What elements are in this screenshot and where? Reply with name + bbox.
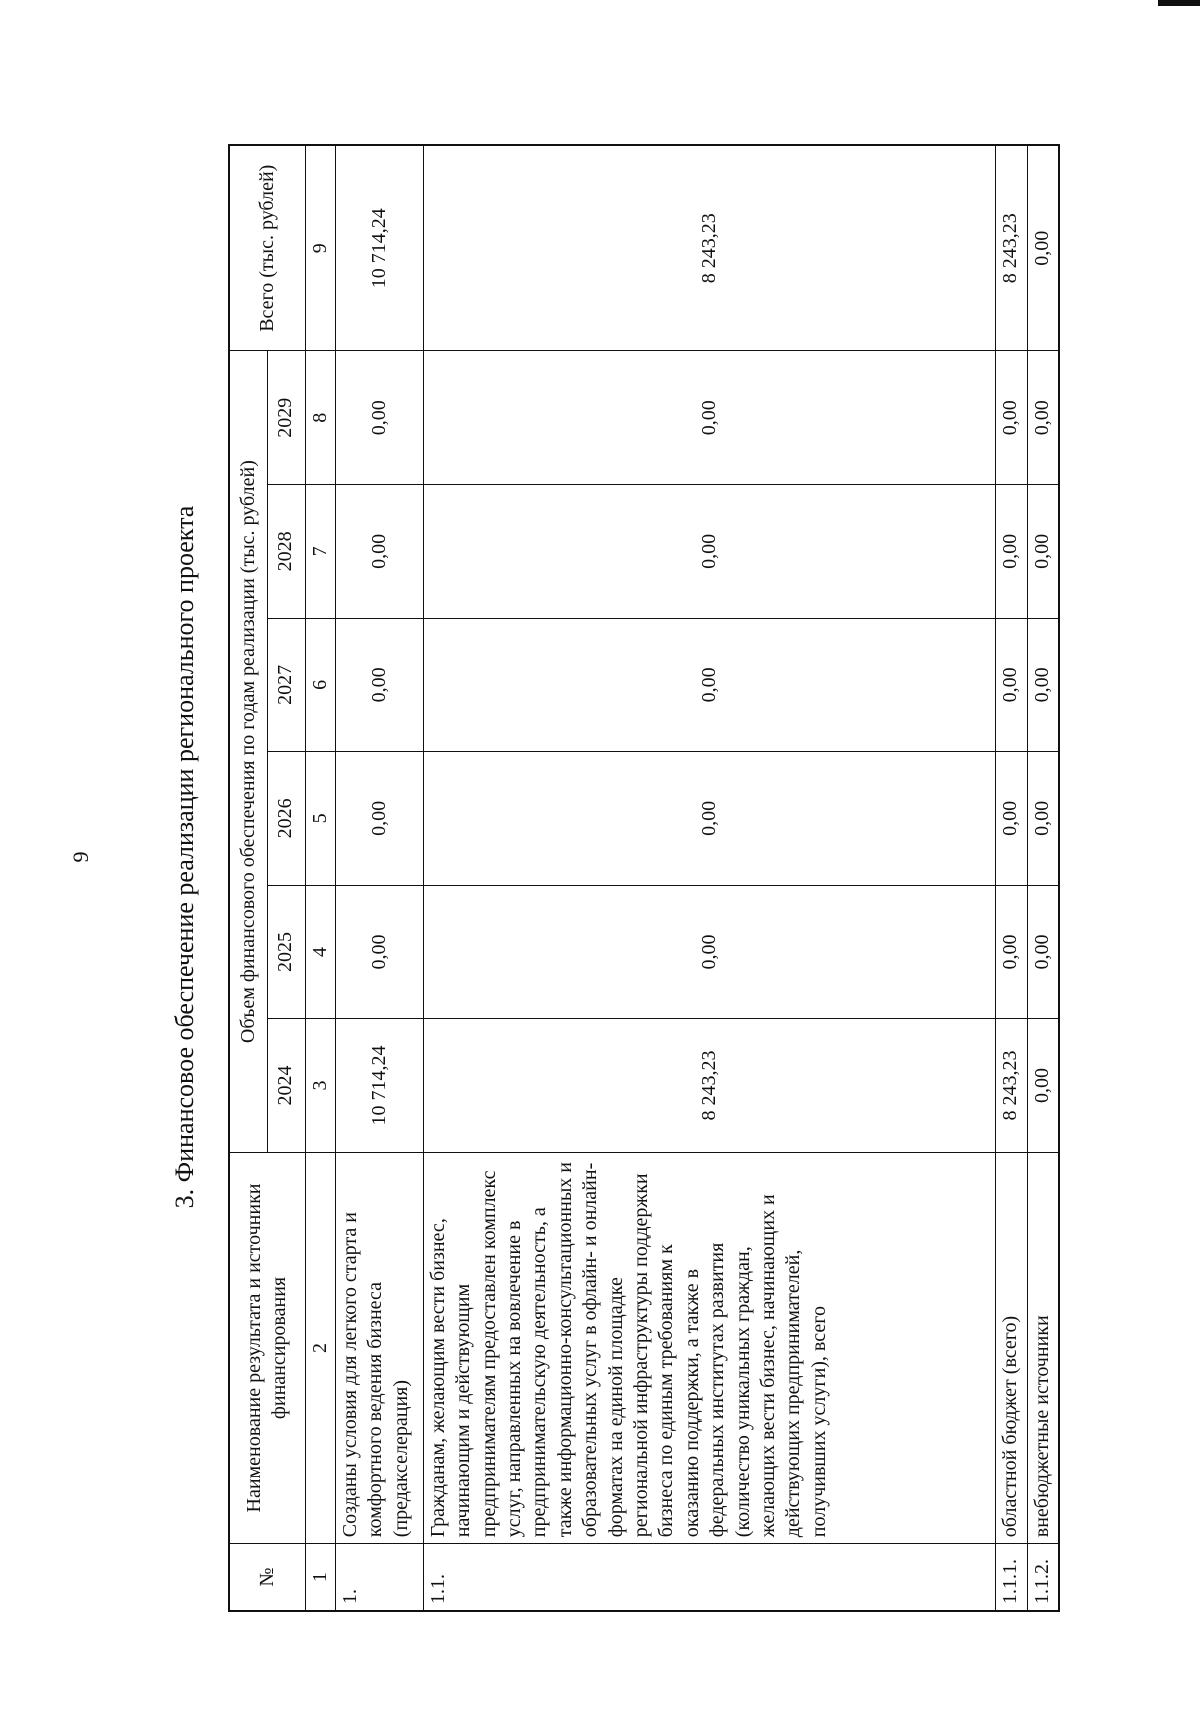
- table-row: [335, 145, 423, 1611]
- column-index: 3: [305, 1019, 335, 1153]
- column-index: 1: [305, 1544, 335, 1611]
- row-value: 0,00: [423, 351, 995, 485]
- column-index: 4: [305, 885, 335, 1019]
- header-row-1: [229, 145, 267, 1611]
- header-year: 2027: [267, 618, 305, 752]
- table-row: [423, 145, 995, 1611]
- column-index: 6: [305, 618, 335, 752]
- row-value: 0,00: [995, 351, 1027, 485]
- row-value: 0,00: [423, 885, 995, 1019]
- row-name: областной бюджет (всего): [995, 1152, 1027, 1543]
- header-year: 2025: [267, 885, 305, 1019]
- column-index: 8: [305, 351, 335, 485]
- row-value: 0,00: [1027, 885, 1059, 1019]
- row-value: 0,00: [335, 752, 423, 886]
- row-value: 0,00: [335, 885, 423, 1019]
- row-value: 0,00: [1027, 1019, 1059, 1153]
- row-value: 0,00: [423, 618, 995, 752]
- financing-table: [228, 144, 1060, 1612]
- row-value: 0,00: [995, 618, 1027, 752]
- row-value: 0,00: [335, 485, 423, 619]
- table-row: [995, 145, 1027, 1611]
- row-number: 1.: [335, 1544, 423, 1611]
- row-value: 0,00: [1027, 485, 1059, 619]
- row-value: 0,00: [423, 485, 995, 619]
- column-index-row: [305, 145, 335, 1611]
- header-year: 2026: [267, 752, 305, 886]
- row-total: 10 714,24: [335, 145, 423, 351]
- row-number: 1.1.1.: [995, 1544, 1027, 1611]
- table-row: [1027, 145, 1059, 1611]
- row-value: 0,00: [995, 485, 1027, 619]
- header-no: №: [229, 1544, 305, 1611]
- row-number: 1.1.2.: [1027, 1544, 1059, 1611]
- row-value: 0,00: [423, 752, 995, 886]
- row-value: 0,00: [995, 885, 1027, 1019]
- row-value: 0,00: [335, 351, 423, 485]
- header-year: 2029: [267, 351, 305, 485]
- column-index: 7: [305, 485, 335, 619]
- row-name: Гражданам, желающим вести бизнес, начинающим и действующим предпринимателям предоставлен комплекс услуг, направленных на вовлечение в предпринимательскую деятельность, а также информационно-консультационных и образовательных услуг в офлайн- и онлайн-форматах на единой площадке региональной инфраструктуры поддержки бизнеса по единым требованиям к оказанию поддержки, а также в федеральных институтах развития (количество уникальных граждан, желающих вести бизнес, начинающих и действующих предпринимателей, получивших услуги), всего: [423, 1152, 995, 1543]
- row-number: 1.1.: [423, 1544, 995, 1611]
- header-year: 2028: [267, 485, 305, 619]
- row-value: 8 243,23: [423, 1019, 995, 1153]
- row-total: 8 243,23: [423, 145, 995, 351]
- row-name: внебюджетные источники: [1027, 1152, 1059, 1543]
- row-value: 0,00: [1027, 752, 1059, 886]
- header-volume: Объем финансового обеспечения по годам реализации (тыс. рублей): [229, 351, 267, 1152]
- row-total: 8 243,23: [995, 145, 1027, 351]
- row-value: 0,00: [995, 752, 1027, 886]
- row-value: 10 714,24: [335, 1019, 423, 1153]
- column-index: 2: [305, 1152, 335, 1543]
- column-index: 9: [305, 145, 335, 351]
- page-number: 9: [68, 851, 93, 863]
- row-total: 0,00: [1027, 145, 1059, 351]
- row-value: 8 243,23: [995, 1019, 1027, 1153]
- column-index: 5: [305, 752, 335, 886]
- row-value: 0,00: [335, 618, 423, 752]
- header-name: Наименование результата и источники финансирования: [229, 1152, 305, 1543]
- section-heading: 3. Финансовое обеспечение реализации регионального проекта: [170, 505, 199, 1209]
- row-value: 0,00: [1027, 351, 1059, 485]
- header-year: 2024: [267, 1019, 305, 1153]
- row-value: 0,00: [1027, 618, 1059, 752]
- header-total: Всего (тыс. рублей): [229, 145, 305, 351]
- row-name: Созданы условия для легкого старта и комфортного ведения бизнеса (предакселерация): [335, 1152, 423, 1543]
